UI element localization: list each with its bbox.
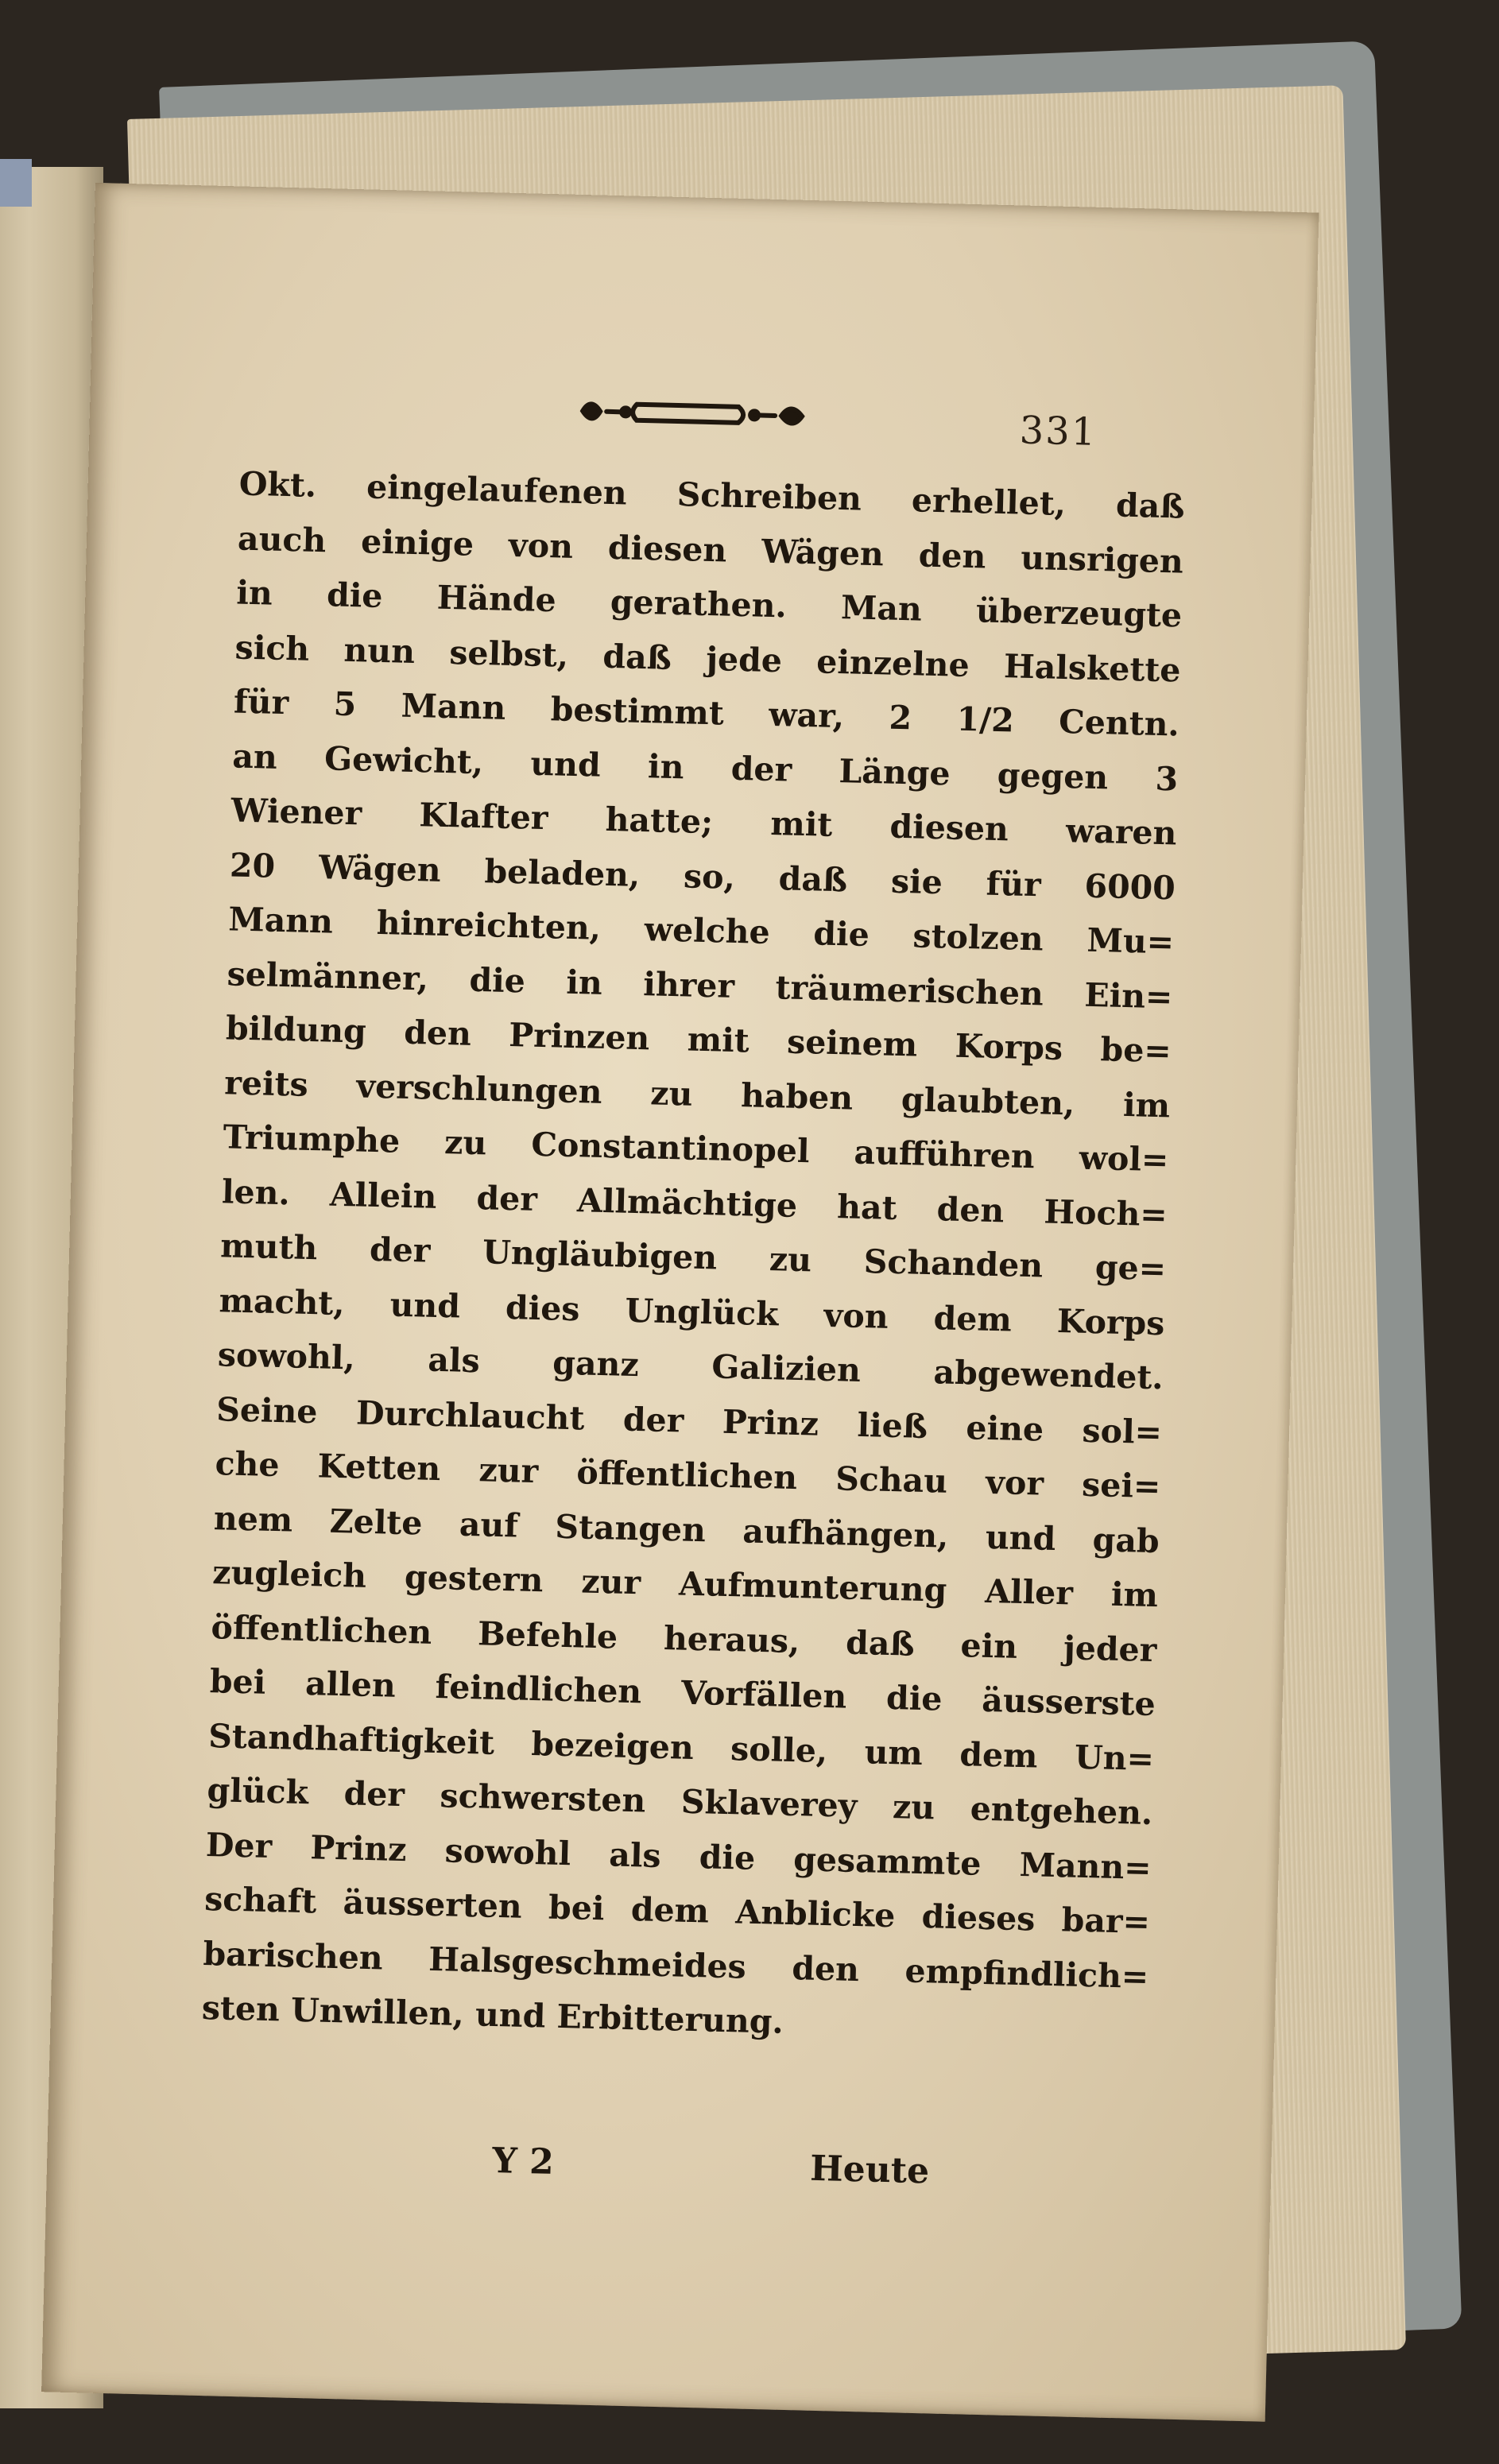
text-line: schaft äusserten bei dem Anblicke dieses bar= xyxy=(203,1880,1151,1942)
text-line: len. Allein der Allmächtige hat den Hoch= xyxy=(221,1172,1168,1234)
text-line: Wiener Klafter hatte; mit diesen waren xyxy=(230,791,1177,853)
text-line: auch einige von diesen Wägen den unsrigen xyxy=(237,519,1184,581)
text-line: sowohl, als ganz Galizien abgewendet. xyxy=(217,1335,1164,1397)
left-cover-edge xyxy=(0,159,32,207)
text-line: Seine Durchlaucht der Prinz ließ eine sol= xyxy=(215,1389,1163,1451)
body-text xyxy=(201,457,1185,2059)
text-line: barischen Halsgeschmeides den empfindlich= xyxy=(203,1934,1149,1996)
text-line: reits verschlungen zu haben glaubten, im xyxy=(223,1063,1171,1125)
text-line: che Ketten zur öffentlichen Schau vor sei= xyxy=(215,1444,1161,1506)
text-line: macht, und dies Unglück von dem Korps xyxy=(219,1280,1165,1342)
text-line: sich nun selbst, daß jede einzelne Halskette xyxy=(234,627,1182,690)
text-line: Standhaftigkeit bezeigen solle, um dem Un= xyxy=(207,1716,1155,1778)
catchword: Heute xyxy=(809,2148,930,2192)
text-line: öffentlichen Befehle heraus, daß ein jeder xyxy=(211,1607,1157,1669)
header-flourish-icon xyxy=(566,387,821,441)
text-line: sten Unwillen, und Erbitterung. xyxy=(201,1988,784,2041)
text-line: muth der Ungläubigen zu Schanden ge= xyxy=(219,1226,1167,1288)
text-line: an Gewicht, und in der Länge gegen 3 xyxy=(231,736,1179,798)
signature-mark: Y 2 xyxy=(491,2140,555,2183)
text-line: bei allen feindlichen Vorfällen die äusserste xyxy=(209,1662,1156,1724)
text-line: Triumphe zu Constantinopel aufführen wol= xyxy=(223,1118,1169,1180)
text-line: 20 Wägen beladen, so, daß sie für 6000 xyxy=(229,845,1176,907)
text-line: in die Hände gerathen. Man überzeugte xyxy=(235,573,1183,635)
text-line: selmänner, die in ihrer träumerischen Ein= xyxy=(227,954,1173,1016)
text-line: zugleich gestern zur Aufmunterung Aller im xyxy=(211,1553,1159,1615)
text-line: Mann hinreichten, welche die stolzen Mu= xyxy=(227,900,1175,962)
text-line: bildung den Prinzen mit seinem Korps be= xyxy=(225,1009,1172,1071)
text-line: Der Prinz sowohl als die gesammte Mann= xyxy=(205,1825,1152,1887)
text-line: nem Zelte auf Stangen aufhängen, und gab xyxy=(213,1498,1160,1560)
page-number: 331 xyxy=(1019,408,1098,455)
text-line: Okt. eingelaufenen Schreiben erhellet, daß xyxy=(238,464,1186,526)
text-line: glück der schwersten Sklaverey zu entgehen. xyxy=(207,1771,1153,1833)
text-line: für 5 Mann bestimmt war, 2 1/2 Centn. xyxy=(233,682,1180,744)
book-page xyxy=(41,183,1319,2422)
